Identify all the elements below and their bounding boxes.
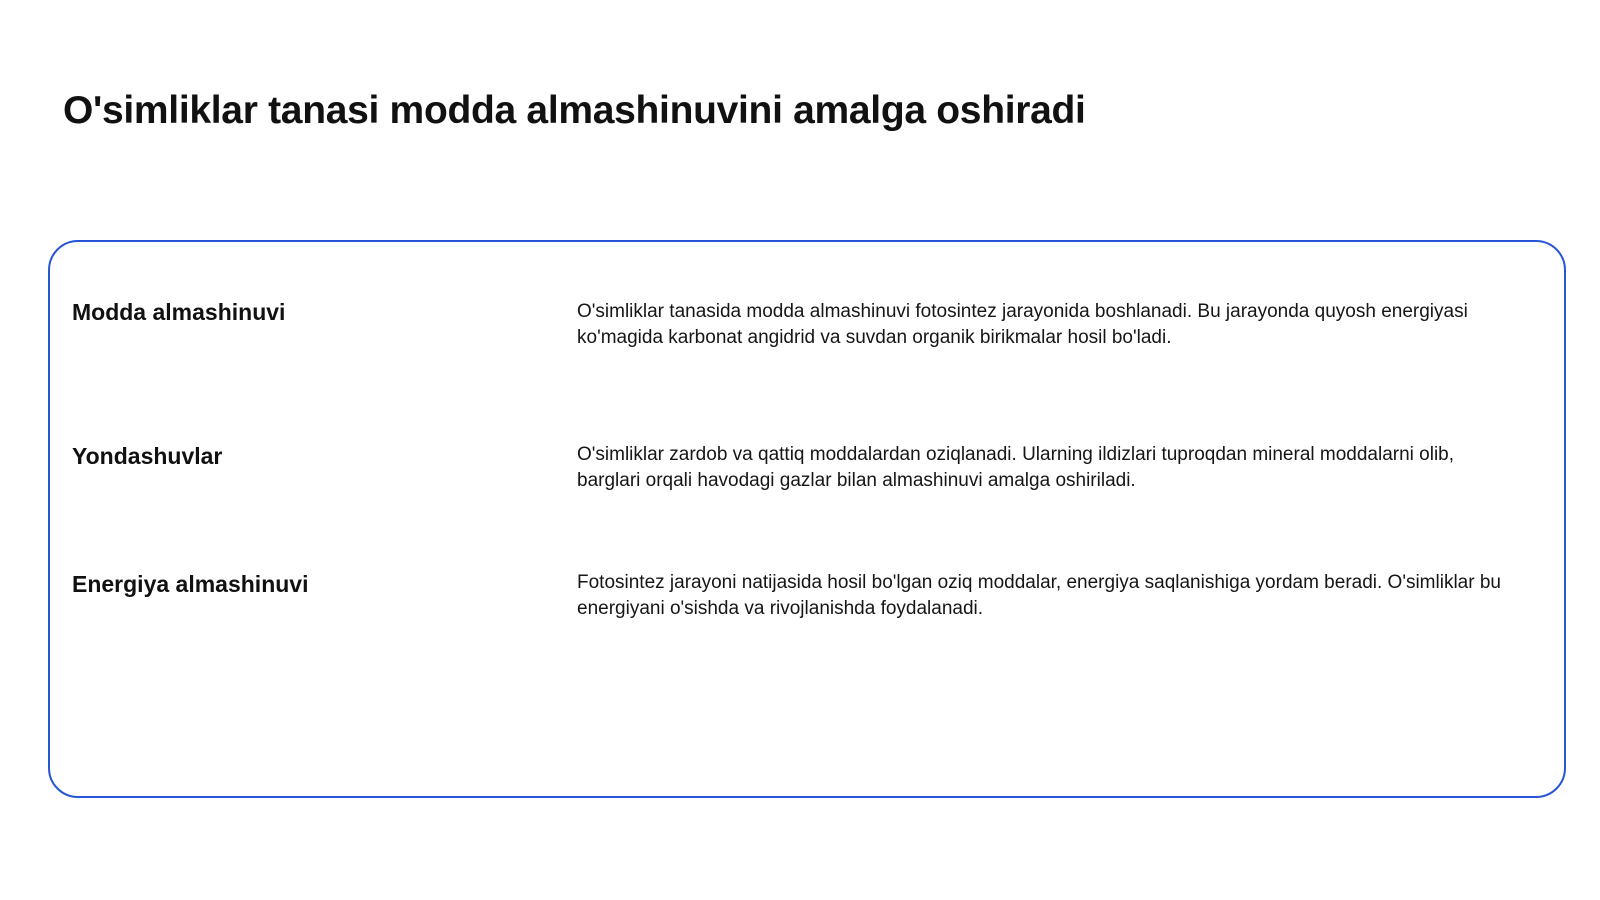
slide-title: O'simliklar tanasi modda almashinuvini amalga oshiradi — [63, 89, 1086, 132]
row-label-energiya-almashinuvi: Energiya almashinuvi — [72, 571, 309, 597]
row-text-energiya-almashinuvi: Fotosintez jarayoni natijasida hosil bo'lgan oziq moddalar, energiya saqlanishiga yordam beradi. O'simliklar bu energiyani o'sishda va rivojlanishda foydalanadi. — [577, 572, 1501, 619]
content-card — [48, 240, 1566, 798]
row-label-modda-almashinuvi: Modda almashinuvi — [72, 299, 286, 325]
row-label-yondashuvlar: Yondashuvlar — [72, 443, 223, 469]
row-text-yondashuvlar: O'simliklar zardob va qattiq moddalardan oziqlanadi. Ularning ildizlari tuproqdan mineral moddalarni olib, barglari orqali havodagi gazlar bilan almashinuvi amalga oshiriladi. — [577, 444, 1455, 491]
row-text-modda-almashinuvi: O'simliklar tanasida modda almashinuvi fotosintez jarayonida boshlanadi. Bu jarayonda quyosh energiyasi ko'magida karbonat angidrid va suvdan organik birikmalar hosil bo'ladi. — [577, 301, 1468, 348]
